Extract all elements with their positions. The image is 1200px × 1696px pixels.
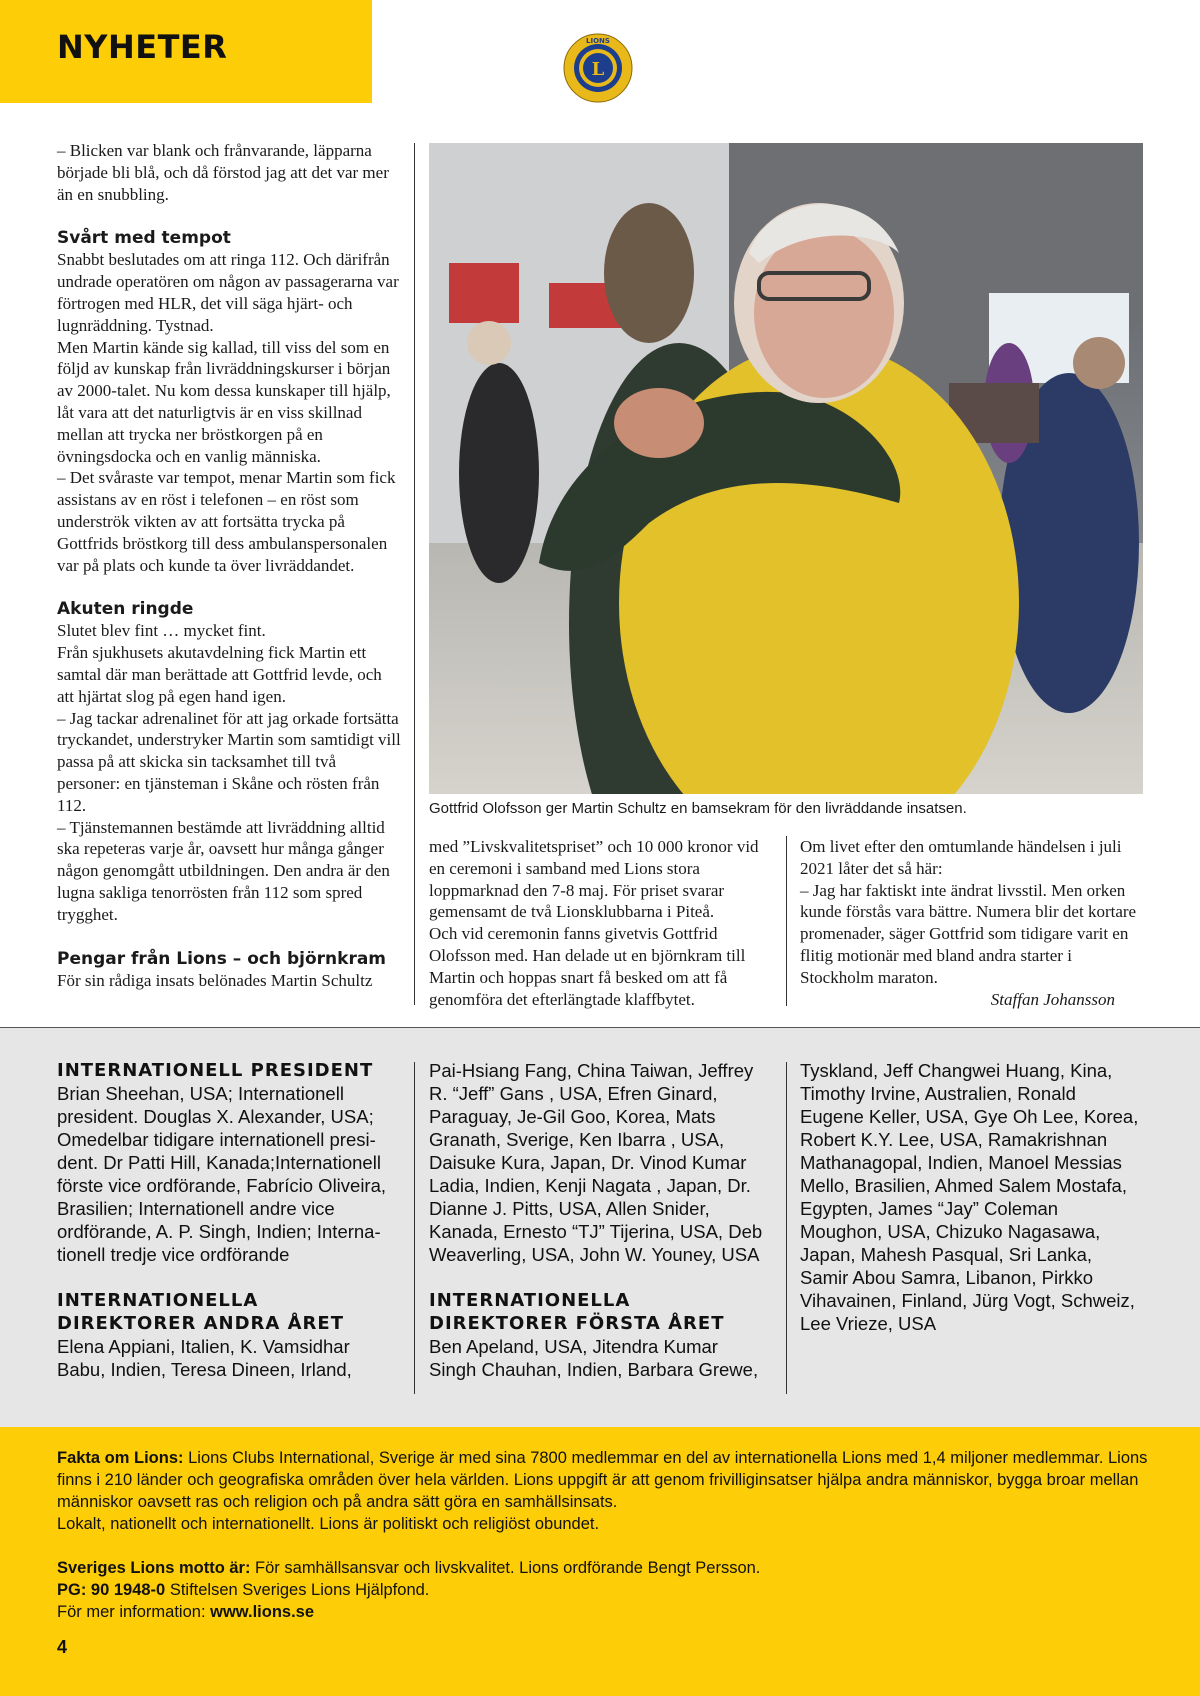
motto-text: För samhällsansvar och livskvalitet. Lions ordförande Bengt Persson. — [250, 1559, 761, 1577]
board-heading: INTERNATIONELLA DIREKTORER FÖRSTA ÅRET — [429, 1290, 725, 1334]
board-text: Ben Apeland, USA, Jitendra Kumar Singh Chauhan, Indien, Barbara Grewe, — [429, 1336, 759, 1380]
info-text: För mer information: — [57, 1603, 211, 1621]
paragraph: – Det svåraste var tempot, menar Martin som fick assistans av en röst i telefonen – en röst som underströk vikten av att fortsätta trycka på Gottfrids bröstkorg till dess ambulanspersonalen var på plats och kunde ta över livräddandet. — [57, 468, 396, 575]
paragraph: Snabbt beslutades om att ringa 112. Och därifrån undrade operatören om någon av passagerarna var förtrogen med HLR, det vill säga hjärt- och lugnräddning. Tystnad. — [57, 250, 399, 335]
column-divider — [786, 1062, 787, 1394]
paragraph: Och vid ceremonin fanns givetvis Gottfrid Olofsson med. Han delade ut en björnkram till Martin och hoppas snart få besked om att få genomföra det efterlängtade klaffbytet. — [429, 924, 746, 1009]
facts-body: Lions Clubs International, Sverige är med sina 7800 medlemmar en del av internationella Lions med 1,4 miljoner medlemmar. Lions finns i 210 länder och geografiska områden över hela världen. Lions uppgift är att genom frivilliginsatser hjälpa andra människor, bygga broar mellan människor oavsett ras och religion och på andra sätt göra en samhällsinsats. — [57, 1449, 1148, 1511]
board-heading: INTERNATIONELLA DIREKTORER ANDRA ÅRET — [57, 1290, 344, 1334]
paragraph: – Tjänstemannen bestämde att livräddning alltid ska repeteras varje år, oavsett hur många gånger någon genomgått utbildningen. Den andra är den lugna sakliga tenorrösten från 112 som spred trygghet. — [57, 817, 390, 924]
board-column-3 — [800, 1059, 1140, 1335]
byline: Staffan Johansson — [990, 989, 1115, 1009]
board-heading: INTERNATIONELL PRESIDENT — [57, 1060, 374, 1081]
article-column-3 — [800, 836, 1145, 1010]
pg-label: PG: 90 1948-0 — [57, 1581, 166, 1599]
paragraph: Men Martin kände sig kallad, till viss del som en följd av kunskap från livräddningskurser i början av 2000-talet. Nu kom dessa kunskaper till hjälp, låt vara att det naturligtvis är en viss skillnad mellan att trycka ner bröstkorgen på en övningsdocka och en vanlig människa. — [57, 337, 391, 466]
article-photo — [429, 143, 1143, 794]
paragraph: – Jag tackar adrenalinet för att jag orkade fortsätta tryckandet, understryker Martin som samtidigt vill passa på att skicka sin tacksamhet till två personer: en tjänsteman i Skåne och rösten från 112. — [57, 708, 401, 815]
subheading: Pengar från Lions – och björnkram — [57, 948, 387, 969]
paragraph: Om livet efter den omtumlande händelsen i juli 2021 låter det så här: — [800, 837, 1122, 878]
facts-text — [57, 1447, 1157, 1623]
subheading: Akuten ringde — [57, 599, 194, 620]
column-divider — [414, 1062, 415, 1394]
page-number: 4 — [57, 1637, 68, 1657]
article-column-2 — [429, 836, 774, 1010]
subheading: Svårt med tempot — [57, 228, 231, 249]
pg-text: Stiftelsen Sveriges Lions Hjälpfond. — [165, 1581, 430, 1599]
svg-text:L: L — [591, 59, 605, 80]
paragraph: Slutet blev fint … mycket fint. — [57, 621, 266, 641]
photo-caption: Gottfrid Olofsson ger Martin Schultz en bamsekram för den livräddande insatsen. — [429, 800, 967, 817]
facts-label: Fakta om Lions: — [57, 1449, 184, 1467]
logo-text: LIONS — [586, 37, 610, 45]
board-column-2 — [429, 1059, 769, 1381]
motto-label: Sveriges Lions motto är: — [57, 1559, 251, 1577]
column-divider — [414, 143, 415, 1005]
paragraph: – Blicken var blank och frånvarande, läpparna började bli blå, och då förstod jag att det var mer än en snubbling. — [57, 141, 389, 204]
website-link[interactable]: www.lions.se — [210, 1603, 315, 1621]
paragraph: Från sjukhusets akutavdelning fick Martin ett samtal där man berättade att Gottfrid levde, och att hjärtat slog på egen hand igen. — [57, 643, 382, 706]
board-text: Tyskland, Jeff Changwei Huang, Kina, Timothy Irvine, Australien, Ronald Eugene Keller, USA, Gye Oh Lee, Korea, Robert K.Y. Lee, USA, Ramakrishnan Mathanagopal, Indien, Manoel Messias Mello, Brasilien, Ahmed Salem Mostafa, Egypten, James “Jay” Coleman Moughon, USA, Chizuko Nagasawa, Japan, Mahesh Pasqual, Sri Lanka, Samir Abou Samra, Libanon, Pirkko Vihavainen, Finland, Jürg Vogt, Schweiz, Lee Vrieze, USA — [800, 1060, 1139, 1334]
column-divider — [786, 836, 787, 1006]
paragraph: För sin rådiga insats belönades Martin Schultz — [57, 970, 373, 990]
board-text: Elena Appiani, Italien, K. Vamsidhar Babu, Indien, Teresa Dineen, Irland, — [57, 1336, 352, 1380]
facts-line: Lokalt, nationellt och internationellt. Lions är politiskt och religiöst obundet. — [57, 1515, 600, 1533]
board-text: Brian Sheehan, USA; Internationell president. Douglas X. Alexander, USA; Omedelbar tidigare internationell president. Dr Patti Hill, Kanada;Internationell förste vice ordförande, Fabrício Oliveira, Brasilien; Internationell andre vice ordförande, A. P. Singh, Indien; Internationell tredje vice ordförande — [57, 1083, 387, 1265]
paragraph: med ”Livskvalitetspriset” och 10 000 kronor vid en ceremoni i samband med Lions stora loppmarknad den 7-8 maj. För priset svarar gemensamt de två Lionsklubbarna i Piteå. — [429, 837, 759, 922]
lions-logo — [563, 33, 633, 103]
article-column-1 — [57, 140, 402, 991]
section-title: NYHETER — [57, 28, 228, 66]
board-text: Pai-Hsiang Fang, China Taiwan, Jeffrey R. “Jeff” Gans , USA, Efren Ginard, Paraguay, Je-Gil Goo, Korea, Mats Granath, Sverige, Ken Ibarra , USA, Daisuke Kura, Japan, Dr. Vinod Kumar Ladia, Indien, Kenji Nagata , Japan, Dr. Dianne J. Pitts, USA, Allen Snider, Kanada, Ernesto “TJ” Tijerina, USA, Deb Weaverling, USA, John W. Youney, USA — [429, 1060, 763, 1265]
paragraph: – Jag har faktiskt inte ändrat livsstil. Men orken kunde förstås vara bättre. Numera blir det kortare promenader, säger Gottfrid som tidigare varit en flitig motionär med bland andra starter i Stockholm maraton. — [800, 880, 1137, 987]
board-column-1 — [57, 1059, 397, 1381]
